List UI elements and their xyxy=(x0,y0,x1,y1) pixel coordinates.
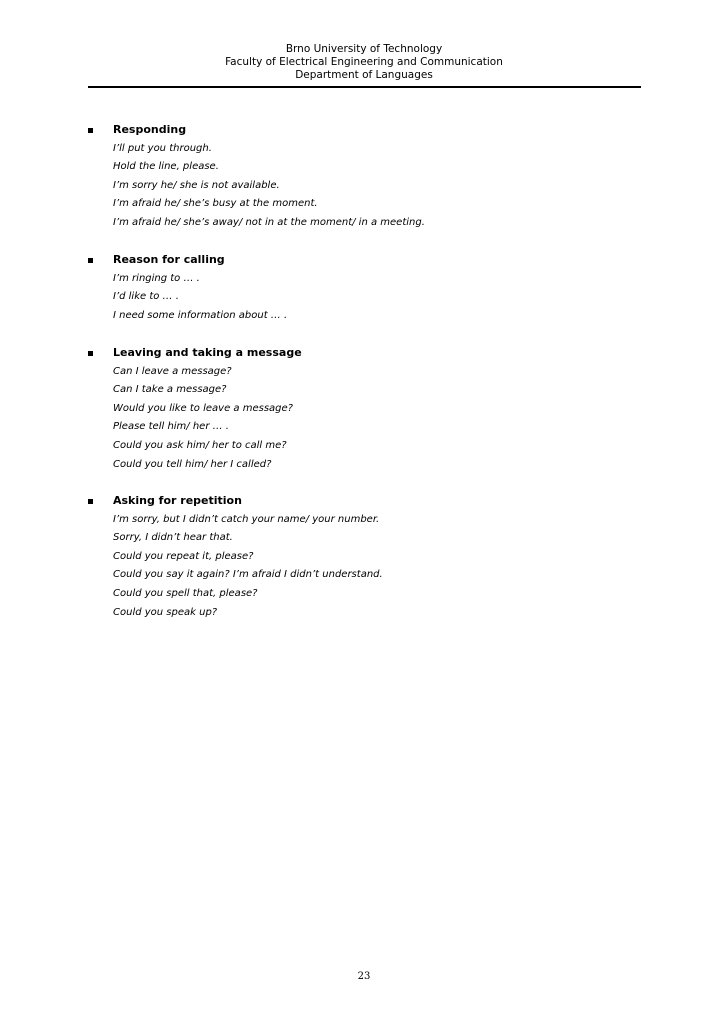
phrase-item: Can I take a message? xyxy=(113,384,227,396)
phrase-item: Please tell him/ her … . xyxy=(113,421,229,433)
phrase-item: I’m sorry, but I didn’t catch your name/ your number. xyxy=(113,513,380,525)
phrase-item: Would you like to leave a message? xyxy=(113,402,293,414)
phrase-item: I’ll put you through. xyxy=(113,142,212,154)
section-title: Reason for calling xyxy=(113,253,225,266)
square-bullet-icon xyxy=(88,258,93,263)
phrase-item: Could you spell that, please? xyxy=(113,587,258,599)
phrase-item: I’m sorry he/ she is not available. xyxy=(113,179,280,191)
phrase-list xyxy=(113,365,293,477)
phrase-item: Hold the line, please. xyxy=(113,161,219,173)
phrase-item: Could you say it again? I’m afraid I didn’t understand. xyxy=(113,569,383,581)
header-university: Brno University of Technology xyxy=(285,43,443,55)
phrase-list xyxy=(113,142,425,235)
phrase-list xyxy=(113,272,287,328)
header-faculty: Faculty of Electrical Engineering and Communication xyxy=(225,56,503,68)
phrase-item: Can I leave a message? xyxy=(113,365,232,377)
header-divider xyxy=(88,86,641,88)
phrase-item: I need some information about … . xyxy=(113,309,288,321)
section-title: Responding xyxy=(113,123,187,136)
phrase-item: Could you repeat it, please? xyxy=(113,550,254,562)
phrase-item: I’m ringing to … . xyxy=(113,272,200,284)
section-title: Leaving and taking a message xyxy=(113,346,302,359)
phrase-item: Sorry, I didn’t hear that. xyxy=(113,532,233,544)
phrase-item: I’d like to … . xyxy=(113,291,179,303)
phrase-item: Could you speak up? xyxy=(113,606,218,618)
phrase-item: I’m afraid he/ she’s busy at the moment. xyxy=(113,198,318,210)
header-department: Department of Languages xyxy=(295,69,433,81)
phrase-item: Could you tell him/ her I called? xyxy=(113,458,272,470)
page-number: 23 xyxy=(357,971,371,982)
page-header xyxy=(88,43,640,82)
square-bullet-icon xyxy=(88,499,93,504)
square-bullet-icon xyxy=(88,351,93,356)
phrase-item: Could you ask him/ her to call me? xyxy=(113,439,287,451)
phrase-list xyxy=(113,513,383,625)
square-bullet-icon xyxy=(88,128,93,133)
section-title: Asking for repetition xyxy=(113,494,242,507)
phrase-item: I’m afraid he/ she’s away/ not in at the moment/ in a meeting. xyxy=(113,216,425,228)
